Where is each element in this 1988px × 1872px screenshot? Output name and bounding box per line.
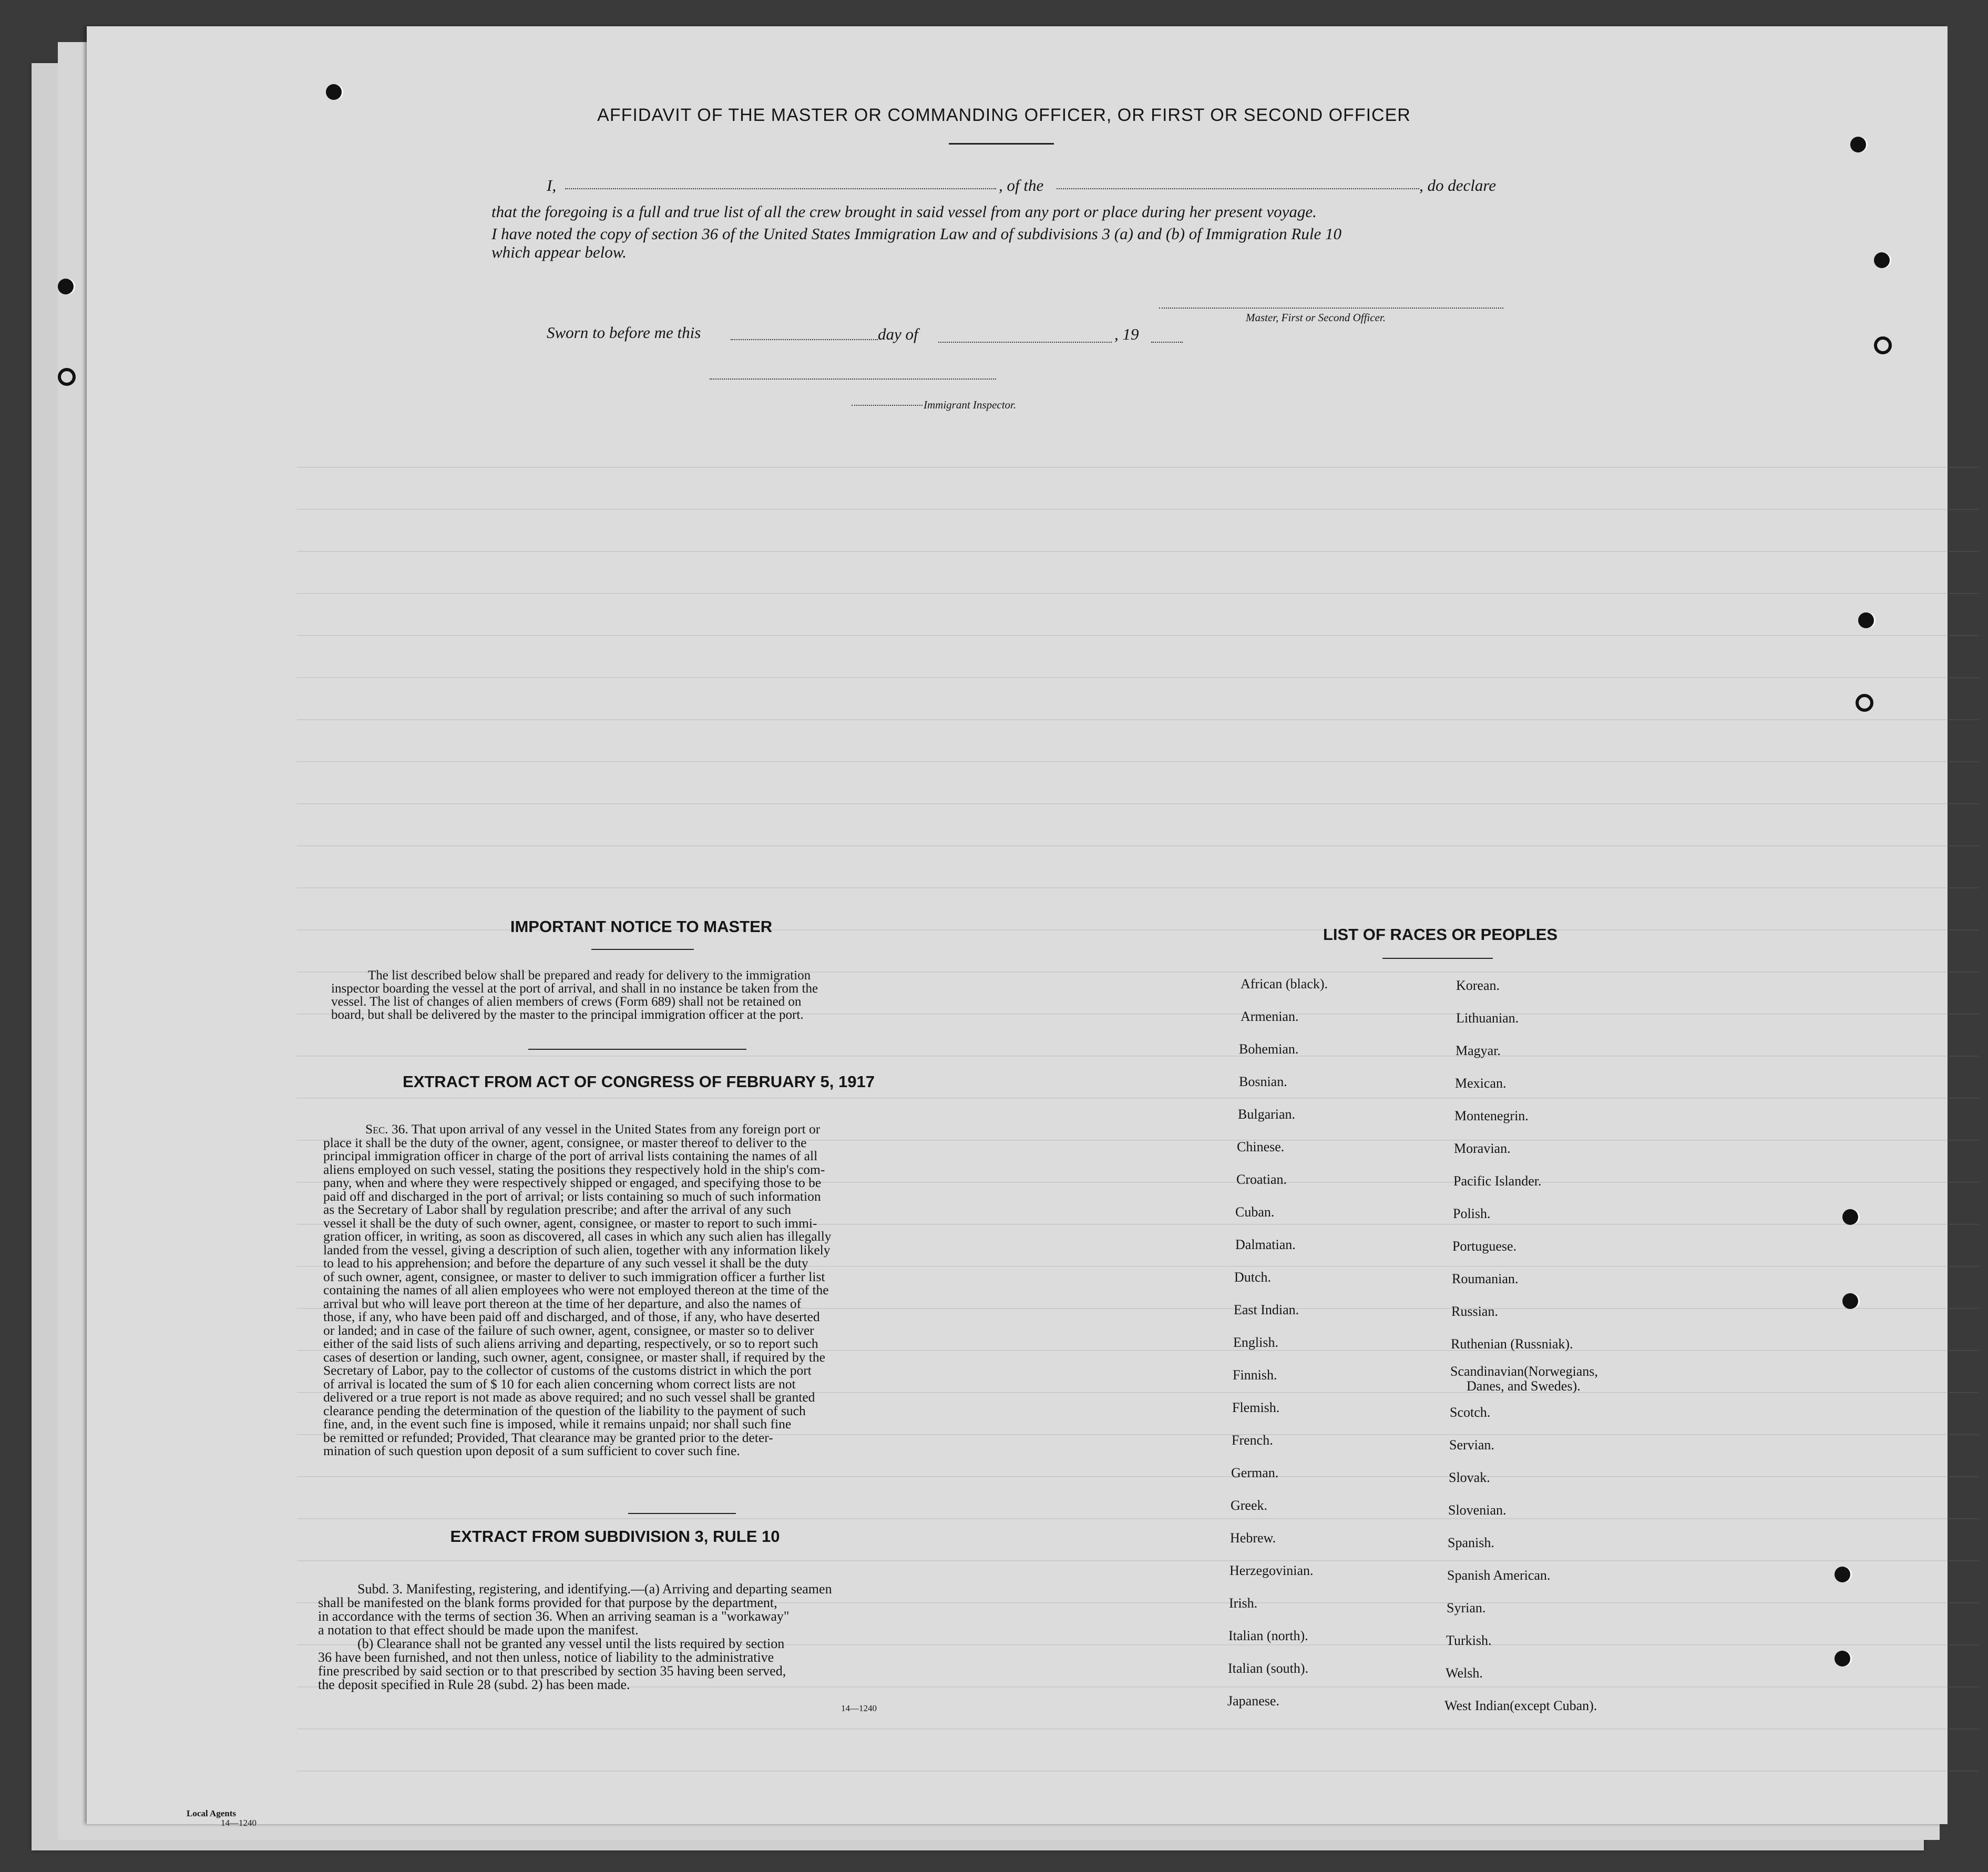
- rule-line: (b) Clearance shall not be granted any vessel until the lists required by section: [357, 1636, 785, 1651]
- race-item: Turkish.: [1446, 1633, 1492, 1648]
- affidavit-of-the: , of the: [999, 176, 1044, 195]
- binder-hole: [1842, 1209, 1858, 1225]
- act-line: containing the names of all alien employees who were not employed thereon at the time of the: [323, 1282, 829, 1297]
- binder-hole: [1856, 694, 1873, 712]
- binder-hole: [1835, 1651, 1850, 1666]
- binder-hole: [1850, 137, 1866, 152]
- master-signature-field[interactable]: [1159, 308, 1503, 309]
- race-item: French.: [1232, 1433, 1273, 1448]
- rule-line: 36 have been furnished, and not then unless, notice of liability to the administrative: [318, 1650, 774, 1665]
- footer-local-agents: Local Agents: [187, 1808, 236, 1818]
- act-line: arrival but who will leave port thereon at the time of her departure, and also the names of: [323, 1295, 802, 1311]
- day-of-text: day of: [878, 325, 918, 343]
- rule-body: [318, 1582, 938, 1692]
- races-title: LIST OF RACES OR PEOPLES: [1323, 925, 1558, 944]
- act-line: paid off and discharged in the port of arrival; or lists containing so much of such information: [323, 1188, 821, 1204]
- act-line: cases of desertion or landing, such owner, agent, consignee, or master shall, if required by the: [323, 1349, 825, 1365]
- race-item: English.: [1233, 1335, 1278, 1350]
- binder-hole: [1835, 1567, 1850, 1582]
- rule-line: in accordance with the terms of section 36. When an arriving seaman is a "workaway": [318, 1609, 790, 1624]
- race-item: Herzegovinian.: [1229, 1563, 1314, 1578]
- vessel-field[interactable]: [1057, 188, 1419, 189]
- race-item: Greek.: [1231, 1498, 1268, 1513]
- race-item: Scandinavian(Norwegians,: [1450, 1364, 1598, 1379]
- race-item: Chinese.: [1237, 1139, 1285, 1154]
- race-item: Polish.: [1453, 1206, 1491, 1221]
- act-line: of such owner, agent, consignee, or master to deliver to such immigration officer a further list: [323, 1269, 825, 1284]
- race-item: Bohemian.: [1239, 1041, 1299, 1057]
- binder-hole: [1874, 336, 1892, 354]
- act-line: of arrival is located the sum of $ 10 for each alien concerning whom correct lists are not: [323, 1376, 796, 1392]
- act-line: delivered or a true report is not made as above required; and no such vessel shall be granted: [323, 1389, 815, 1405]
- race-item: Welsh.: [1446, 1665, 1483, 1681]
- rule-form-number: 14—1240: [841, 1703, 877, 1713]
- affidavit-i: I,: [547, 176, 557, 195]
- race-item: Lithuanian.: [1456, 1010, 1519, 1026]
- race-item: Moravian.: [1454, 1141, 1511, 1156]
- race-item: Ruthenian (Russniak).: [1451, 1336, 1573, 1352]
- race-item: Syrian.: [1447, 1600, 1486, 1615]
- race-item: Spanish American.: [1447, 1568, 1551, 1583]
- binder-hole: [1842, 1293, 1858, 1309]
- race-item: Russian.: [1451, 1304, 1498, 1319]
- inspector-signature-field[interactable]: [710, 379, 996, 380]
- rule-line: fine prescribed by said section or to that prescribed by section 35 having been served,: [318, 1663, 786, 1679]
- race-item: German.: [1231, 1465, 1279, 1480]
- act-line: or landed; and in case of the failure of such owner, agent, consignee, or master so to deliver: [323, 1322, 814, 1338]
- act-line: either of the said lists of such aliens arriving and departing, respectively, or so to report such: [323, 1336, 818, 1351]
- affidavit-title: AFFIDAVIT OF THE MASTER OR COMMANDING OFFICER, OR FIRST OR SECOND OFFICER: [597, 105, 1411, 125]
- race-item: Slovenian.: [1448, 1502, 1507, 1518]
- act-line: principal immigration officer in charge of the port of arrival lists containing the names of all: [323, 1148, 818, 1163]
- race-item: Japanese.: [1227, 1693, 1279, 1709]
- inspector-signature-dots: [852, 405, 923, 406]
- act-line: those, if any, who have been paid off and discharged, and of those, if any, who have deserted: [323, 1309, 820, 1324]
- race-item: Flemish.: [1232, 1400, 1280, 1415]
- sworn-month-field[interactable]: [938, 342, 1112, 343]
- act-line: to lead to his apprehension; and before the departure of any such vessel it shall be the duty: [323, 1255, 808, 1271]
- rule-line: a notation to that effect should be made upon the manifest.: [318, 1622, 639, 1638]
- race-item: Bulgarian.: [1238, 1107, 1296, 1122]
- act-line: pany, when and where they were respectively shipped or engaged, and specifying those to be: [323, 1175, 822, 1190]
- race-item: East Indian.: [1234, 1302, 1299, 1317]
- title-underline: [949, 143, 1054, 145]
- race-item: Spanish.: [1448, 1535, 1494, 1550]
- affidavit-line2: that the foregoing is a full and true list of all the crew brought in said vessel from any port or place during her present voyage.: [491, 202, 1317, 221]
- affidavit-line4: which appear below.: [491, 243, 627, 261]
- notice-line: board, but shall be delivered by the master to the principal immigration officer at the port.: [331, 1008, 804, 1022]
- race-item: Servian.: [1449, 1437, 1494, 1452]
- binder-hole: [326, 84, 342, 100]
- name-field[interactable]: [565, 188, 996, 189]
- act-line: Secretary of Labor, pay to the collector of customs of the customs district in which the port: [323, 1363, 812, 1378]
- notice-title: IMPORTANT NOTICE TO MASTER: [510, 917, 773, 936]
- sworn-year-field[interactable]: [1151, 342, 1183, 343]
- race-item: Dalmatian.: [1235, 1237, 1296, 1252]
- inspector-label: Immigrant Inspector.: [924, 398, 1017, 411]
- race-item: Croatian.: [1236, 1172, 1287, 1187]
- race-item: Korean.: [1456, 978, 1500, 993]
- race-item: Armenian.: [1241, 1009, 1299, 1024]
- notice-underline: [591, 949, 694, 950]
- notice-line: inspector boarding the vessel at the port of arrival, and shall in no instance be taken from the: [331, 981, 818, 996]
- act-line: aliens employed on such vessel, stating the positions they respectively hold in the ship's com-: [323, 1161, 825, 1177]
- race-item: Roumanian.: [1452, 1271, 1519, 1286]
- act-line: [323, 1122, 946, 1136]
- act-line: gration officer, in writing, as soon as discovered, all cases in which any such alien has illegally: [323, 1229, 832, 1244]
- race-item: Danes, and Swedes).: [1467, 1378, 1581, 1394]
- binder-hole: [1858, 612, 1874, 628]
- race-item: African (black).: [1241, 976, 1328, 991]
- race-item: Irish.: [1229, 1595, 1258, 1611]
- binder-hole: [58, 368, 76, 386]
- notice-line: The list described below shall be prepared and ready for delivery to the immigration: [368, 968, 811, 983]
- race-item: Cuban.: [1235, 1204, 1275, 1220]
- races-underline: [1382, 958, 1493, 959]
- act-body: [323, 1122, 946, 1458]
- act-divider: [628, 1513, 736, 1514]
- race-item: Mexican.: [1455, 1076, 1507, 1091]
- race-item: Slovak.: [1449, 1470, 1490, 1485]
- race-item: West Indian(except Cuban).: [1444, 1698, 1597, 1713]
- race-item: Montenegrin.: [1454, 1108, 1529, 1123]
- rule-line: shall be manifested on the blank forms provided for that purpose by the department,: [318, 1595, 777, 1610]
- notice-divider: [528, 1049, 746, 1050]
- race-item: Italian (north).: [1228, 1628, 1308, 1643]
- race-item: Magyar.: [1456, 1043, 1501, 1058]
- race-item: Bosnian.: [1239, 1074, 1287, 1089]
- act-section-label: Sec. 36.: [365, 1121, 408, 1137]
- act-line: mination of such question upon deposit of a sum sufficient to cover such fine.: [323, 1443, 740, 1458]
- sworn-day-field[interactable]: [731, 339, 878, 340]
- act-line: place it shall be the duty of the owner, agent, consignee, or master thereof to deliver to the: [323, 1134, 807, 1150]
- rule-line: the deposit specified in Rule 28 (subd. 2) has been made.: [318, 1677, 630, 1692]
- race-item: Pacific Islander.: [1453, 1173, 1542, 1189]
- document-page: [87, 26, 1948, 1824]
- race-item: Hebrew.: [1230, 1530, 1276, 1546]
- affidavit-do-declare: , do declare: [1419, 176, 1497, 195]
- act-line: landed from the vessel, giving a description of such alien, together with any information likely: [323, 1242, 831, 1257]
- rule-line: Subd. 3. Manifesting, registering, and identifying.—(a) Arriving and departing seamen: [357, 1581, 832, 1597]
- sworn-text: Sworn to before me this: [547, 323, 701, 342]
- binder-hole: [58, 279, 74, 294]
- notice-body: [331, 969, 949, 1021]
- act-line: fine, and, in the event such fine is imposed, while it remains unpaid; nor shall such fine: [323, 1416, 792, 1431]
- year-text: , 19: [1114, 325, 1139, 343]
- race-item: Italian (south).: [1228, 1661, 1309, 1676]
- act-title: EXTRACT FROM ACT OF CONGRESS OF FEBRUARY 5, 1917: [403, 1072, 875, 1091]
- act-line: clearance pending the determination of the question of the liability to the payment of such: [323, 1403, 806, 1418]
- act-line: vessel it shall be the duty of such owner, agent, consignee, or master to report to such immi-: [323, 1215, 817, 1231]
- affidavit-line3: I have noted the copy of section 36 of the United States Immigration Law and of subdivisions 3 (a) and (b) of Immigration Rule 10: [491, 224, 1341, 243]
- race-item: Dutch.: [1234, 1270, 1272, 1285]
- binder-hole: [1874, 252, 1890, 268]
- act-line: be remitted or refunded; Provided, That clearance may be granted prior to the deter-: [323, 1429, 773, 1445]
- act-line: as the Secretary of Labor shall by regulation prescribe; and after the arrival of any such: [323, 1202, 792, 1217]
- race-item: Finnish.: [1233, 1367, 1277, 1383]
- race-item: Portuguese.: [1452, 1239, 1517, 1254]
- race-item: Scotch.: [1450, 1405, 1491, 1420]
- act-line-text: That upon arrival of any vessel in the United States from any foreign port or: [411, 1121, 821, 1137]
- rule-title: EXTRACT FROM SUBDIVISION 3, RULE 10: [450, 1527, 780, 1546]
- master-signature-label: Master, First or Second Officer.: [1246, 311, 1386, 324]
- footer-form-code: 14—1240: [221, 1818, 257, 1828]
- notice-line: vessel. The list of changes of alien members of crews (Form 689) shall not be retained on: [331, 995, 802, 1009]
